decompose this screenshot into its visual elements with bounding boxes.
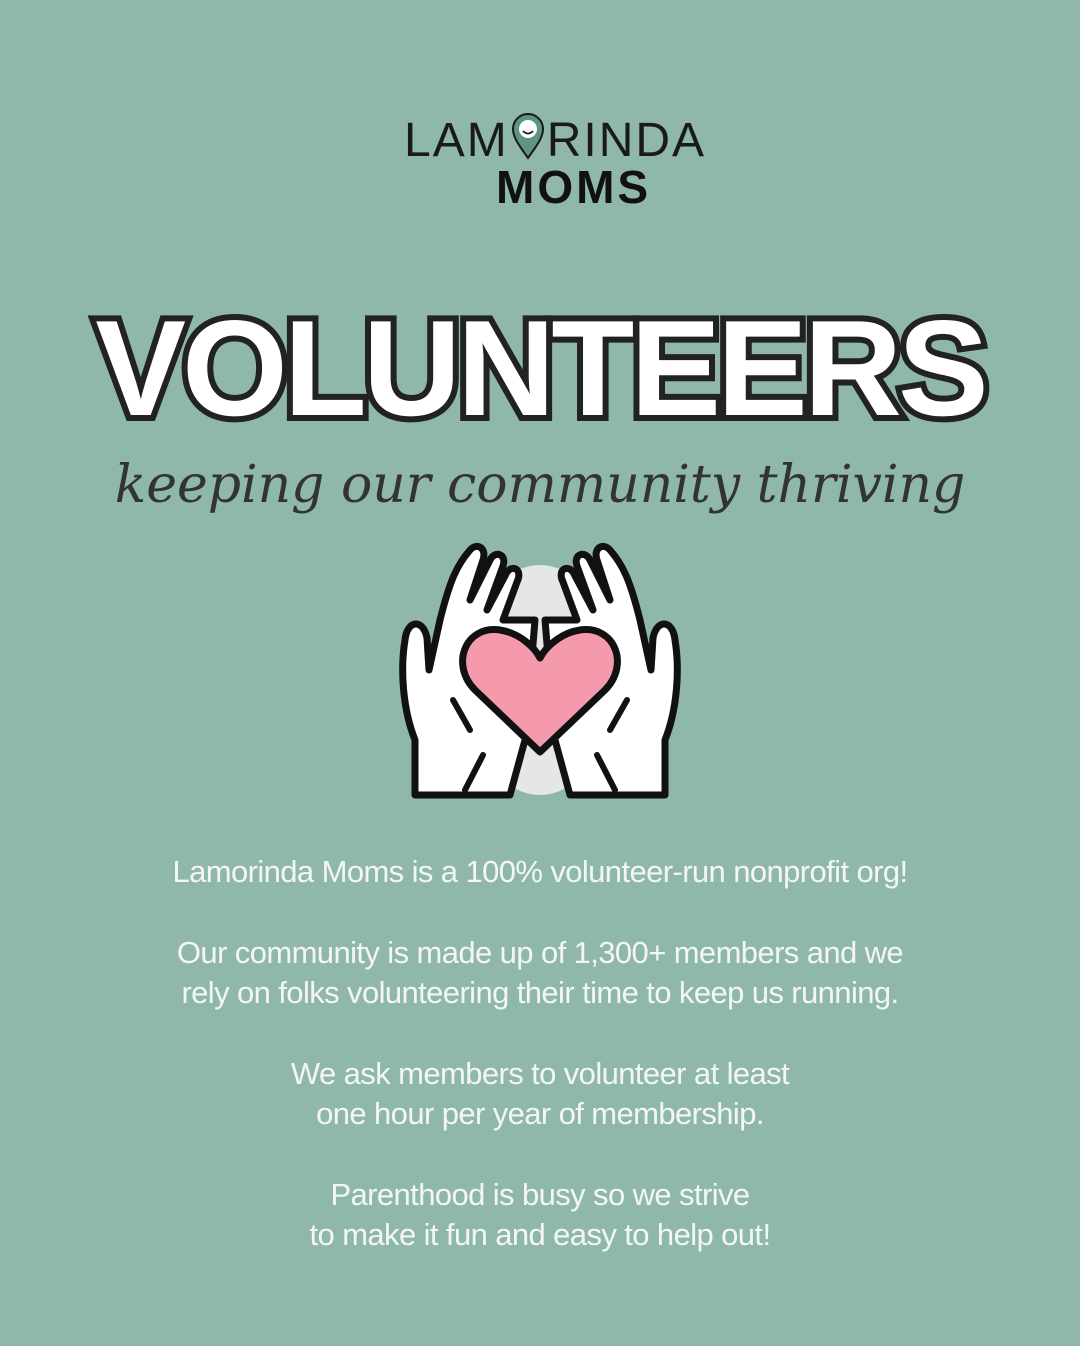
paragraph-community: [0, 933, 1080, 1013]
subtitle: keeping our community thriving: [114, 455, 966, 515]
text-line: Our community is made up of 1,300+ members and we: [176, 935, 904, 970]
text-line: one hour per year of membership.: [316, 1096, 764, 1131]
logo-wordmark-moms: MOMS: [496, 161, 652, 213]
text-line: rely on folks volunteering their time to keep us running.: [181, 975, 899, 1010]
paragraph-intro: [0, 852, 1080, 892]
paragraph-parenthood: [0, 1175, 1080, 1255]
location-pin-smiley-icon: [510, 112, 546, 160]
logo-text-right: RINDA: [546, 114, 707, 167]
text-line: to make it fun and easy to help out!: [309, 1217, 771, 1252]
paragraph-ask: [0, 1054, 1080, 1134]
hands-holding-heart-icon: [395, 540, 685, 802]
text-line: We ask members to volunteer at least: [290, 1056, 790, 1091]
page-title: VOLUNTEERS: [95, 292, 985, 444]
text-line: Lamorinda Moms is a 100% volunteer-run nonprofit org!: [172, 854, 908, 889]
logo-text-left: LAM: [404, 114, 509, 167]
text-line: Parenthood is busy so we strive: [330, 1177, 750, 1212]
description: [0, 852, 1080, 1296]
